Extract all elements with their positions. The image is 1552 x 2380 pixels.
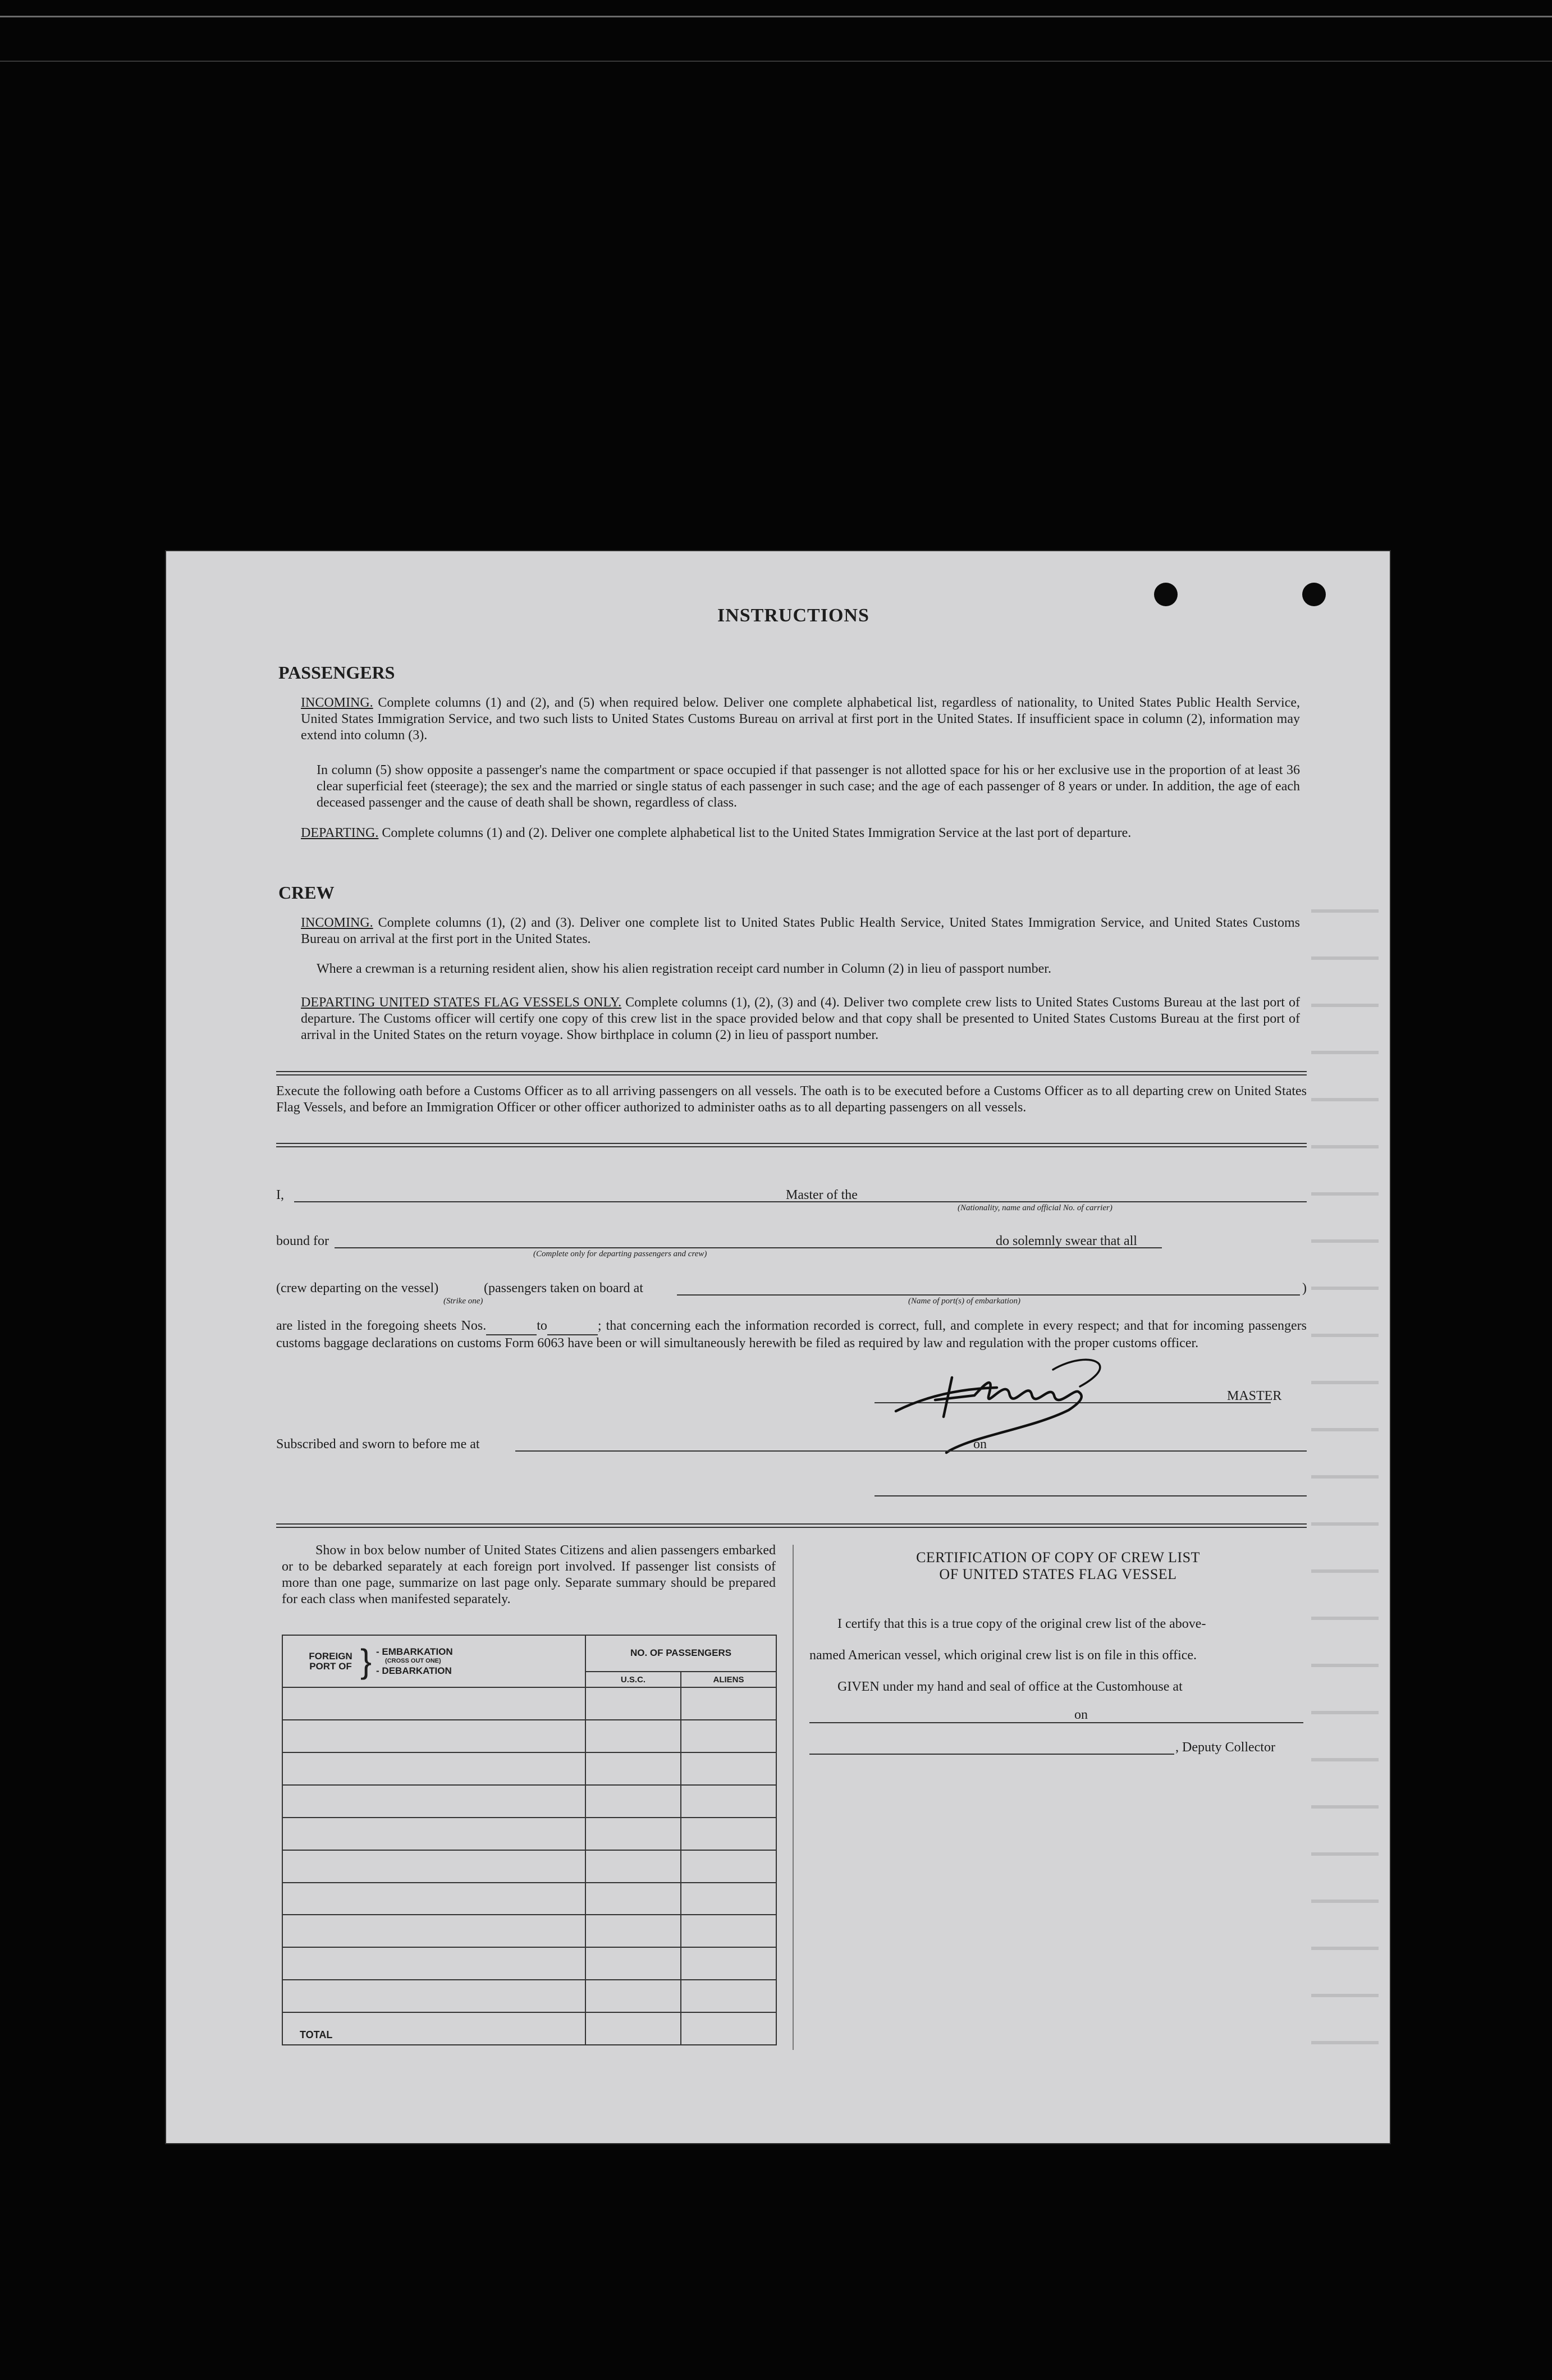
crew-resident-paragraph: Where a crewman is a returning resident alien, show his alien registration receipt card number in Column (2) in lieu of passport number. — [317, 962, 1051, 976]
cross-out-label: (CROSS OUT ONE) — [385, 1658, 441, 1665]
aliens-cell[interactable] — [681, 1720, 776, 1752]
no-passengers-header: NO. OF PASSENGERS — [585, 1635, 776, 1672]
usc-total-cell[interactable] — [585, 2012, 681, 2045]
sheet-to-field[interactable] — [547, 1318, 598, 1335]
swear-text: do solemnly swear that all — [996, 1234, 1137, 1248]
certification-title — [809, 1549, 1307, 1583]
usc-cell[interactable] — [585, 1980, 681, 2012]
crew-heading: CREW — [278, 882, 335, 903]
port-cell[interactable] — [282, 1980, 585, 2012]
passengers-incoming-text: Complete columns (1) and (2), and (5) when required below. Deliver one complete alphabetical list, regardless of nationality, to United States Public Health Service, United States Immigration Service, and two such lists to United States Customs Bureau on arrival at first port in the United States. If insufficient space in column (2), information may extend into column (3). — [301, 695, 1301, 743]
passengers-incoming-paragraph — [301, 695, 1300, 744]
table-row[interactable] — [282, 1915, 776, 1947]
bound-for-label: bound for — [276, 1234, 329, 1248]
crew-incoming-text: Complete columns (1), (2) and (3). Deliver one complete list to United States Public Health Service, United States Immigration Service, and United States Customs Bureau on arrival at the first port in the United States. — [301, 916, 1301, 946]
aliens-cell[interactable] — [681, 1785, 776, 1818]
bound-for-caption: (Complete only for departing passengers and crew) — [533, 1250, 707, 1258]
aliens-cell[interactable] — [681, 1915, 776, 1947]
certify-text: I certify that this is a true copy of the original crew list of the above- — [837, 1617, 1206, 1631]
port-cell[interactable] — [282, 1850, 585, 1883]
certification-title-line2: OF UNITED STATES FLAG VESSEL — [939, 1566, 1177, 1582]
page-title: INSTRUCTIONS — [717, 605, 869, 626]
section-divider — [276, 1143, 1307, 1147]
usc-cell[interactable] — [585, 1720, 681, 1752]
table-row[interactable] — [282, 1687, 776, 1720]
aliens-header: ALIENS — [681, 1672, 776, 1687]
officer-signature-line[interactable] — [875, 1495, 1307, 1496]
usc-cell[interactable] — [585, 1883, 681, 1915]
usc-cell[interactable] — [585, 1687, 681, 1720]
port-header-cell — [282, 1635, 585, 1687]
passengers-departing-label: DEPARTING. — [301, 826, 379, 840]
foreign-port-of-label: FOREIGN PORT OF — [309, 1650, 352, 1672]
crew-incoming-label: INCOMING. — [301, 916, 373, 930]
port-cell[interactable] — [282, 1720, 585, 1752]
aliens-cell[interactable] — [681, 1883, 776, 1915]
usc-cell[interactable] — [585, 1947, 681, 1980]
master-label: MASTER — [1227, 1389, 1282, 1403]
listed-suffix: ; that concerning each the information recorded is correct, full, and complete in every respect; and that for incoming passengers customs baggage declarations on customs Form 6063 have been or will simultaneously herewith be filed as required by law and regulation with the proper customs officer. — [276, 1319, 1307, 1351]
crew-departing-paragraph — [301, 995, 1300, 1043]
total-row[interactable] — [282, 2012, 776, 2045]
certification-title-line1: CERTIFICATION OF COPY OF CREW LIST — [916, 1549, 1200, 1566]
table-row[interactable] — [282, 1883, 776, 1915]
port-cell[interactable] — [282, 1785, 585, 1818]
usc-cell[interactable] — [585, 1915, 681, 1947]
port-cell[interactable] — [282, 1883, 585, 1915]
port-caption: (Name of port(s) of embarkation) — [908, 1297, 1020, 1306]
table-row[interactable] — [282, 1785, 776, 1818]
sworn-date-field[interactable] — [996, 1450, 1307, 1452]
passengers-incoming-label: INCOMING. — [301, 695, 373, 710]
brace-glyph: } — [360, 1642, 372, 1680]
sheet-from-field[interactable] — [486, 1318, 537, 1335]
crew-departing-option: (crew departing on the vessel) — [276, 1281, 439, 1296]
given-text: GIVEN under my hand and seal of office at the Customhouse at — [837, 1679, 1183, 1694]
master-of-label: Master of the — [786, 1188, 858, 1202]
strike-one-caption: (Strike one) — [443, 1297, 483, 1306]
scan-edge-line — [0, 16, 1552, 17]
table-row[interactable] — [282, 1980, 776, 2012]
customhouse-field[interactable] — [809, 1722, 1303, 1723]
usc-cell[interactable] — [585, 1785, 681, 1818]
embarkation-port-field[interactable] — [677, 1294, 1300, 1296]
crew-departing-text: Complete columns (1), (2), (3) and (4). Deliver two complete crew lists to United States Customs Bureau at the last port of departure. The Customs officer will certify one copy of this crew list in the space provided below and that copy shall be presented to United States Customs Bureau at the first port of arrival in the United States on the return voyage. Show birthplace in column (2) in lieu of passport number. — [301, 995, 1301, 1042]
punch-hole — [1154, 583, 1178, 606]
punch-hole — [1302, 583, 1326, 606]
total-label: TOTAL — [282, 2012, 585, 2045]
oath-instruction: Execute the following oath before a Customs Officer as to all arriving passengers on all vessels. The oath is to be executed before a Customs Officer as to all departing crew on United States Flag Vessels, and before an Immigration Officer or other officer authorized to administer oaths as to all departing passengers on all vessels. — [276, 1084, 1307, 1115]
section-divider — [276, 1523, 1307, 1528]
scan-edge-line — [0, 61, 1552, 62]
oath-i-label: I, — [276, 1188, 284, 1202]
aliens-cell[interactable] — [681, 1752, 776, 1785]
usc-cell[interactable] — [585, 1850, 681, 1883]
table-row[interactable] — [282, 1720, 776, 1752]
port-cell[interactable] — [282, 1752, 585, 1785]
listed-prefix: are listed in the foregoing sheets Nos. — [276, 1319, 487, 1333]
nationality-caption: (Nationality, name and official No. of carrier) — [958, 1203, 1113, 1212]
crew-departing-label: DEPARTING UNITED STATES FLAG VESSELS ONLY. — [301, 995, 622, 1010]
usc-cell[interactable] — [585, 1818, 681, 1850]
deputy-collector-signature-field[interactable] — [809, 1754, 1174, 1755]
passenger-summary-table — [282, 1635, 777, 2045]
close-paren: ) — [1302, 1281, 1307, 1296]
named-vessel-text: named American vessel, which original crew list is on file in this office. — [809, 1648, 1197, 1663]
passengers-column5-paragraph: In column (5) show opposite a passenger's name the compartment or space occupied if that passenger is not allotted space for his or her exclusive use in the proportion of at least 36 clear superficial feet (steerage); the sex and the married or single status of each passenger in such case; and the age of each passenger of 8 years or under. In addition, the age of each deceased passenger and the cause of death shall be shown, regardless of class. — [317, 763, 1300, 810]
aliens-total-cell[interactable] — [681, 2012, 776, 2045]
aliens-cell[interactable] — [681, 1687, 776, 1720]
table-row[interactable] — [282, 1752, 776, 1785]
aliens-cell[interactable] — [681, 1850, 776, 1883]
summary-instruction: Show in box below number of United States Citizens and alien passengers embarked or to be debarked separately at each foreign port involved. If passenger list consists of more than one page, summarize on last page only. Separate summary should be prepared for each class when manifested separately. — [282, 1543, 776, 1607]
summary-header-row — [282, 1635, 776, 1672]
certification-on-label: on — [1074, 1708, 1088, 1722]
passengers-departing-text: Complete columns (1) and (2). Deliver one complete alphabetical list to the United States Immigration Service at the last port of departure. — [382, 826, 1132, 840]
passengers-departing-paragraph — [301, 825, 1300, 841]
aliens-cell[interactable] — [681, 1947, 776, 1980]
vessel-name-field[interactable] — [875, 1201, 1307, 1202]
subscribed-label: Subscribed and sworn to before me at — [276, 1437, 480, 1452]
passengers-taken-option: (passengers taken on board at — [484, 1281, 643, 1296]
bleed-through-column — [1311, 866, 1379, 2044]
table-row[interactable] — [282, 1818, 776, 1850]
table-row[interactable] — [282, 1947, 776, 1980]
crew-incoming-paragraph — [301, 915, 1300, 948]
section-divider — [276, 1071, 1307, 1075]
aliens-cell[interactable] — [681, 1980, 776, 2012]
debarkation-label[interactable]: - DEBARKATION — [376, 1665, 452, 1677]
to-word: to — [537, 1319, 547, 1333]
usc-cell[interactable] — [585, 1752, 681, 1785]
port-cell[interactable] — [282, 1947, 585, 1980]
port-cell[interactable] — [282, 1818, 585, 1850]
column-divider — [793, 1545, 794, 2050]
table-row[interactable] — [282, 1850, 776, 1883]
listed-paragraph — [276, 1318, 1307, 1352]
embarkation-label[interactable]: - EMBARKATION — [376, 1646, 453, 1658]
port-cell[interactable] — [282, 1687, 585, 1720]
document-page — [166, 551, 1390, 2143]
sworn-on-label: on — [973, 1437, 987, 1452]
master-signature — [890, 1344, 1137, 1456]
usc-header: U.S.C. — [585, 1672, 681, 1687]
passengers-heading: PASSENGERS — [278, 662, 395, 683]
aliens-cell[interactable] — [681, 1818, 776, 1850]
deputy-collector-label: , Deputy Collector — [1175, 1740, 1275, 1755]
port-cell[interactable] — [282, 1915, 585, 1947]
